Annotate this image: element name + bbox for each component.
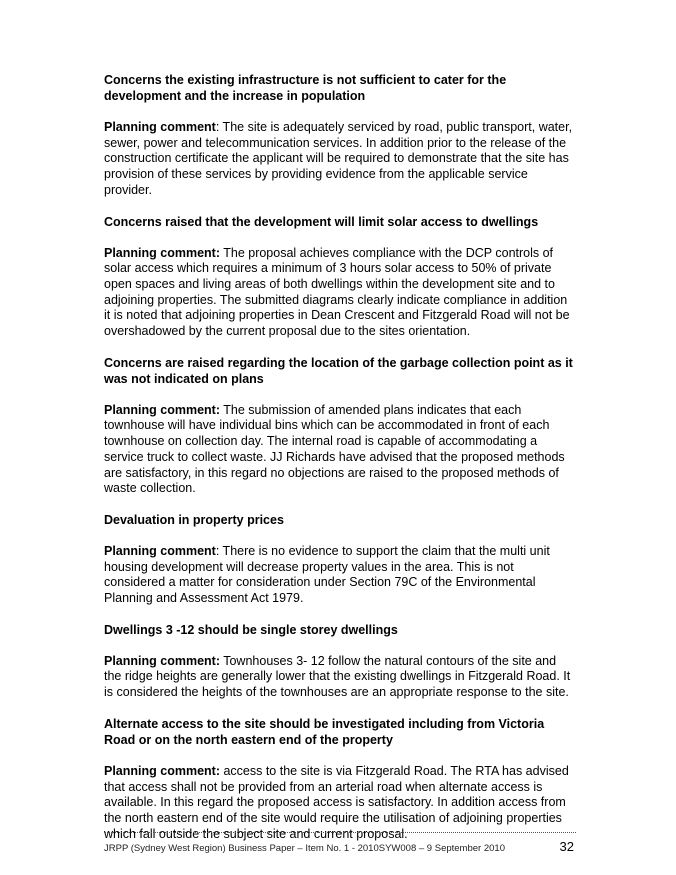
section-solar-access [104,214,576,340]
planning-comment [104,544,576,607]
section-single-storey [104,622,576,701]
comment-label: Planning comment [104,543,216,558]
page-footer [104,832,576,854]
section-property-prices [104,512,576,607]
section-heading: Concerns are raised regarding the location of the garbage collection point as it was not indicated on plans [104,355,573,386]
comment-text: The proposal achieves compliance with the DCP controls of solar access which requires a minimum of 3 hours solar access to 50% of private open spaces and living areas of both dwellings within the development site and to adjoining properties. The submitted diagrams clearly indicate compliance in addition it is noted that adjoining properties in Dean Crescent and Fitzgerald Road will not be overshadowed by the current proposal due to the sites orientation. [104,245,570,339]
comment-text: access to the site is via Fitzgerald Road. The RTA has advised that access shall not be provided from an arterial road when alternate access is available. In this regard the proposed access is satisfactory. In addition access from the north eastern end of the site would require the utilisation of adjoining properties which fall outside the subject site and current proposal. [104,763,569,841]
comment-label: Planning comment: [104,763,220,778]
comment-separator: : [215,120,220,134]
comment-label: Planning comment: [104,245,220,260]
comment-text: There is no evidence to support the claim that the multi unit housing development will decrease property values in the area. This is not considered a matter for consideration under Section 79C of the Environmental Planning and Assessment Act 1979. [104,543,550,606]
comment-label: Planning comment: [104,402,220,417]
section-heading: Dwellings 3 -12 should be single storey dwellings [104,622,398,637]
comment-label: Planning comment: [104,653,220,668]
planning-comment [104,246,576,340]
section-heading: Concerns raised that the development will limit solar access to dwellings [104,214,539,229]
planning-comment [104,120,576,199]
section-alternate-access [104,716,576,843]
comment-separator: : [215,543,220,558]
planning-comment [104,403,576,497]
section-heading: Devaluation in property prices [104,512,284,527]
planning-comment [104,764,576,843]
section-heading: Alternate access to the site should be investigated including from Victoria Road or on the north eastern end of the property [104,716,545,747]
comment-text: The site is adequately serviced by road, public transport, water, sewer, power and telecommunication services. In addition prior to the release of the construction certificate the applicant will be required to demonstrate that the site has provision of these services by providing evidence from the applicable service provider. [104,120,573,197]
comment-text: Townhouses 3- 12 follow the natural contours of the site and the ridge heights are generally lower that the existing dwellings in Fitzgerald Road. It is considered the heights of the townhouses are an appropriate response to the site. [104,653,571,700]
section-infrastructure [104,72,576,199]
page-number: 32 [559,839,574,854]
planning-comment [104,654,576,701]
document-body [104,72,576,857]
comment-label: Planning comment [104,120,216,134]
section-garbage-collection [104,355,576,497]
comment-text: The submission of amended plans indicates that each townhouse will have individual bins which can be accommodated in front of each townhouse on collection day. The internal road is capable of accommodating a service truck to collect waste. JJ Richards have advised that the proposed methods are satisfactory, in this regard no objections are raised to the proposed methods of waste collection. [104,402,565,496]
footer-text: JRPP (Sydney West Region) Business Paper – Item No. 1 - 2010SYW008 – 9 September 2010 [104,843,505,854]
section-heading: Concerns the existing infrastructure is not sufficient to cater for the development and the increase in population [104,73,507,103]
